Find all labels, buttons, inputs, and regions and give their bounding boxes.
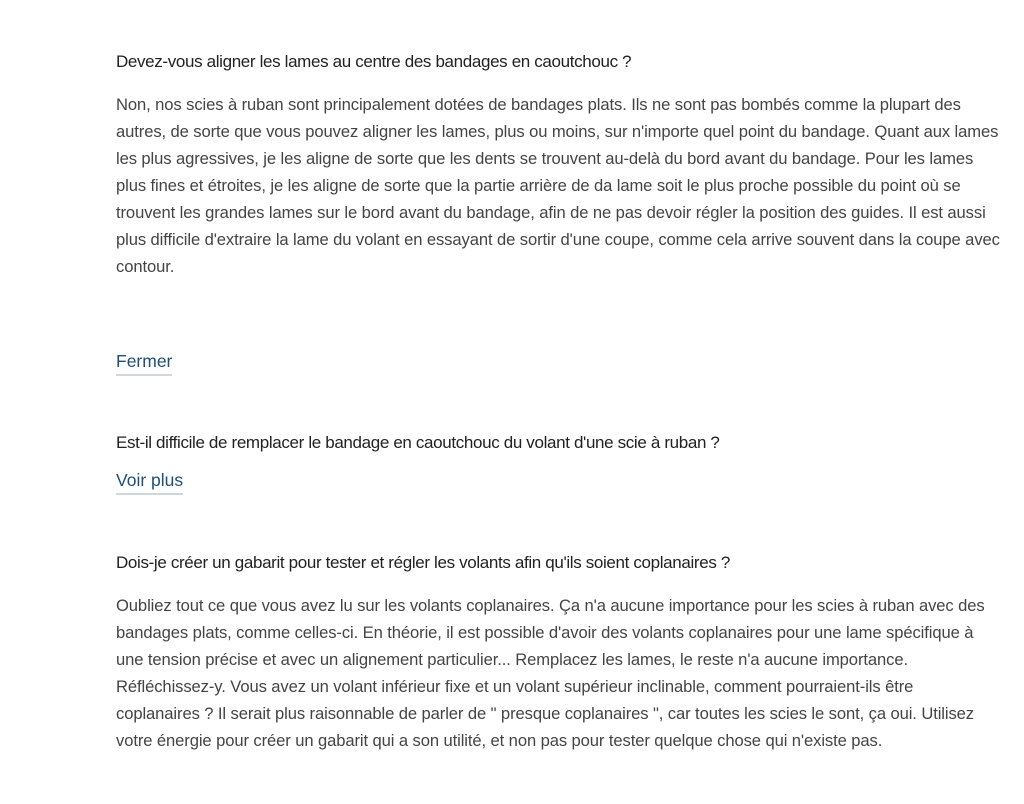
faq-question: Devez-vous aligner les lames au centre des bandages en caoutchouc ?	[116, 52, 632, 71]
faq-question: Dois-je créer un gabarit pour tester et régler les volants afin qu'ils soient coplanaires ?	[116, 553, 730, 572]
see-more-link[interactable]: Voir plus	[116, 469, 183, 495]
close-answer-link[interactable]: Fermer	[116, 350, 172, 376]
faq-item	[116, 552, 1000, 754]
faq-item	[116, 51, 1000, 280]
faq-item	[116, 432, 1000, 454]
faq-question: Est-il difficile de remplacer le bandage en caoutchouc du volant d'une scie à ruban ?	[116, 433, 720, 452]
faq-answer: Non, nos scies à ruban sont principalement dotées de bandages plats. Ils ne sont pas bombés comme la plupart des autres, de sorte que vous pouvez aligner les lames, plus ou moins, sur n'importe quel point du bandage. Quant aux lames les plus agressives, je les aligne de sorte que les dents se trouvent au-delà du bord avant du bandage. Pour les lames plus fines et étroites, je les aligne de sorte que la partie arrière de da lame soit le plus proche possible du point où se trouvent les grandes lames sur le bord avant du bandage, afin de ne pas devoir régler la position des guides. Il est aussi plus difficile d'extraire la lame du volant en essayant de sortir d'une coupe, comme cela arrive souvent dans la coupe avec contour.	[116, 95, 1000, 276]
faq-answer: Oubliez tout ce que vous avez lu sur les volants coplanaires. Ça n'a aucune importance pour les scies à ruban avec des bandages plats, comme celles-ci. En théorie, il est possible d'avoir des volants coplanaires pour une lame spécifique à une tension précise et avec un alignement particulier... Remplacez les lames, le reste n'a aucune importance. Réfléchissez-y. Vous avez un volant inférieur fixe et un volant supérieur inclinable, comment pourraient-ils être coplanaires ? Il serait plus raisonnable de parler de " presque coplanaires ", car toutes les scies le sont, ça oui. Utilisez votre énergie pour créer un gabarit qui a son utilité, et non pas pour tester quelque chose qui n'existe pas.	[116, 596, 985, 750]
